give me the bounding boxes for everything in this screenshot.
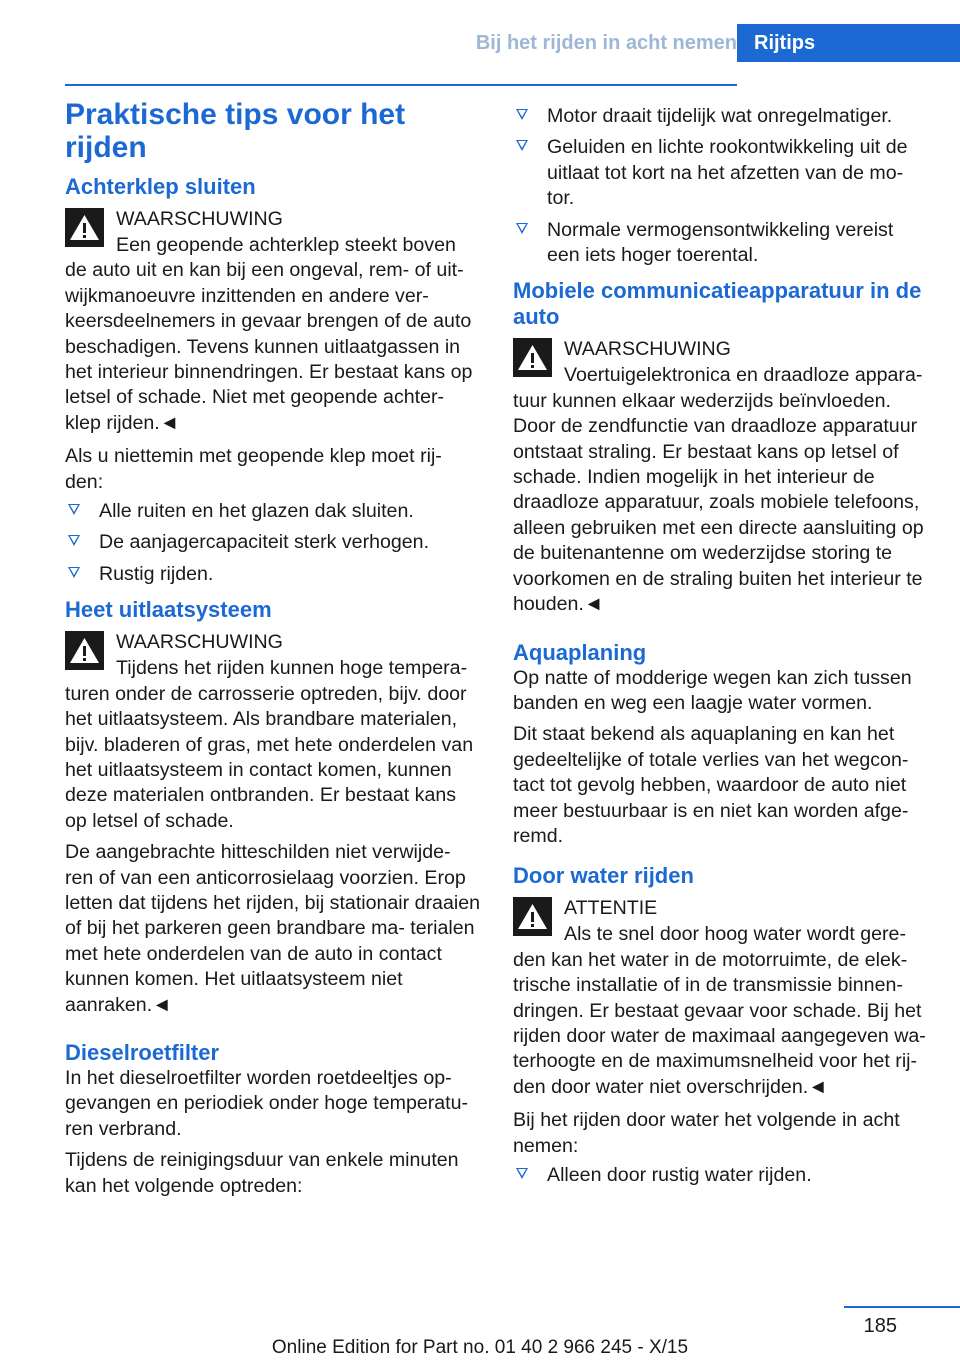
bullet-list-water: [513, 1163, 929, 1188]
list-item: [513, 104, 929, 129]
left-column: [65, 98, 481, 1199]
warning-text: Voertuigelektronica en draadloze appara- tuur kunnen elkaar wederzijds beïnvloeden. Door de zendfunctie van draadloze apparatuur ontstaat straling. Er bestaat kans op letsel of schade. Indien mogelijk in het interieur de draadloze apparatuur, zoals mobiele telefoons, alleen gebruiken met een directe aansluiting op de buitenantenne om wederzijdse storing te voorkomen en de straling buiten het interieur te houden.◄: [513, 364, 924, 616]
warning-block-uitlaat: [65, 629, 481, 1018]
warning-text-continued: De aangebrachte hitteschilden niet verwijde- ren of van een anticorrosielaag voorzien. Erop letten dat tijdens het rijden, bij stationair draaien of bij het parkeren geen brandbare ma- terialen met hete onderdelen van de auto in contact kunnen komen. Het uitlaatsysteem niet aanraken.◄: [65, 841, 480, 1016]
warning-triangle-icon: [65, 631, 104, 670]
warning-triangle-icon: [513, 897, 552, 936]
heading-mobiele-communicatie: Mobiele communicatieapparatuur in de auto: [513, 278, 922, 330]
heading-aquaplaning: Aquaplaning: [513, 639, 647, 665]
triangle-bullet-icon: [516, 1168, 528, 1179]
warning-label: WAARSCHUWING: [116, 208, 283, 230]
list-item-text: Geluiden en lichte rookontwikkeling uit de uitlaat tot kort na het afzetten van de mo- tor.: [547, 136, 908, 210]
warning-block-achterklep: [65, 206, 481, 436]
warning-triangle-icon: [513, 338, 552, 377]
list-item-text: Rustig rijden.: [99, 562, 214, 585]
header-rule: [65, 84, 737, 86]
list-item: [513, 218, 929, 269]
warning-text: Als te snel door hoog water wordt gere- den kan het water in de motorruimte, de elek- trische installatie of in de transmissie binnen- dringen. Er bestaat gevaar voor schade. Bij het rijden door water de maximaal aangegeven wa- terhoogte en de maximumsnelheid voor het rij- den door water niet overschrijden.◄: [513, 923, 926, 1098]
warning-triangle-icon: [65, 208, 104, 247]
list-item: [513, 135, 929, 211]
triangle-bullet-icon: [68, 567, 80, 578]
warning-label: WAARSCHUWING: [116, 631, 283, 654]
triangle-bullet-icon: [516, 223, 528, 234]
bullet-list-achterklep: [65, 499, 481, 587]
header-chapter-tab: Rijtips: [737, 24, 960, 62]
heading-dieselroetfilter: Dieselroetfilter: [65, 1039, 220, 1065]
list-item: [513, 1163, 929, 1188]
list-item-text: Alleen door rustig water rijden.: [547, 1164, 812, 1186]
list-item: [65, 499, 481, 524]
paragraph: Als u niettemin met geopende klep moet rij- den:: [65, 445, 442, 493]
triangle-bullet-icon: [68, 535, 80, 546]
list-item: [65, 562, 481, 587]
footer-edition-text: Online Edition for Part no. 01 40 2 966 245 - X/15: [271, 1337, 689, 1358]
warning-block-water: [513, 895, 929, 1100]
page-number: 185: [863, 1315, 897, 1337]
paragraph: Bij het rijden door water het volgende in acht nemen:: [513, 1109, 900, 1157]
triangle-bullet-icon: [516, 109, 528, 120]
warning-text: Een geopende achterklep steekt boven de auto uit en kan bij een ongeval, rem- of uit- wijkmanoeuvre inzittenden en andere ver- keersdeelnemers in gevaar brengen of de auto beschadigen. Tevens kunnen uitlaatgassen in het interieur binnendringen. Er bestaat kans op letsel of schade. Niet met geopende achter- klep rijden.◄: [65, 234, 473, 434]
footer-rule: [844, 1306, 960, 1308]
bullet-list-dieselroetfilter: [513, 104, 929, 268]
list-item-text: De aanjagercapaciteit sterk verhogen.: [99, 531, 430, 554]
paragraph: Op natte of modderige wegen kan zich tussen banden en weg een laagje water vormen.: [513, 666, 912, 714]
page-header: [0, 24, 960, 62]
header-section-title: Bij het rijden in acht nemen: [475, 32, 737, 54]
paragraph: Tijdens de reinigingsduur van enkele minuten kan het volgende optreden:: [65, 1149, 459, 1197]
warning-block-mobiel: [513, 336, 929, 617]
list-item: [65, 530, 481, 555]
triangle-bullet-icon: [516, 140, 528, 151]
heading-uitlaatsysteem: Heet uitlaatsysteem: [65, 597, 272, 623]
page-title: Praktische tips voor het rijden: [65, 98, 406, 164]
list-item-text: Alle ruiten en het glazen dak sluiten.: [99, 500, 414, 523]
heading-achterklep: Achterklep sluiten: [65, 174, 256, 199]
warning-label: WAARSCHUWING: [564, 338, 731, 361]
warning-label: ATTENTIE: [564, 897, 658, 920]
paragraph: In het dieselroetfilter worden roetdeeltjes op- gevangen en periodiek onder hoge temperatu- ren verbrand.: [65, 1066, 469, 1140]
list-item-text: Motor draait tijdelijk wat onregelmatiger.: [547, 105, 893, 127]
paragraph: Dit staat bekend als aquaplaning en kan het gedeeltelijke of totale verlies van het wegcon- tact tot gevolg hebben, waardoor de auto niet meer bestuurbaar is en niet kan worden afge- remd.: [513, 723, 909, 847]
warning-text: Tijdens het rijden kunnen hoge tempera- turen onder de carrosserie optreden, bijv. door het uitlaatsysteem. Als brandbare materialen, bijv. bladeren of gras, met hete onderdelen van het uitlaatsysteem in contact komen, kunnen deze materialen ontbranden. Er bestaat kans op letsel of schade.: [65, 657, 474, 832]
right-column: [513, 98, 929, 1198]
list-item-text: Normale vermogensontwikkeling vereist een iets hoger toerental.: [547, 218, 894, 267]
triangle-bullet-icon: [68, 504, 80, 515]
heading-door-water-rijden: Door water rijden: [513, 863, 694, 889]
